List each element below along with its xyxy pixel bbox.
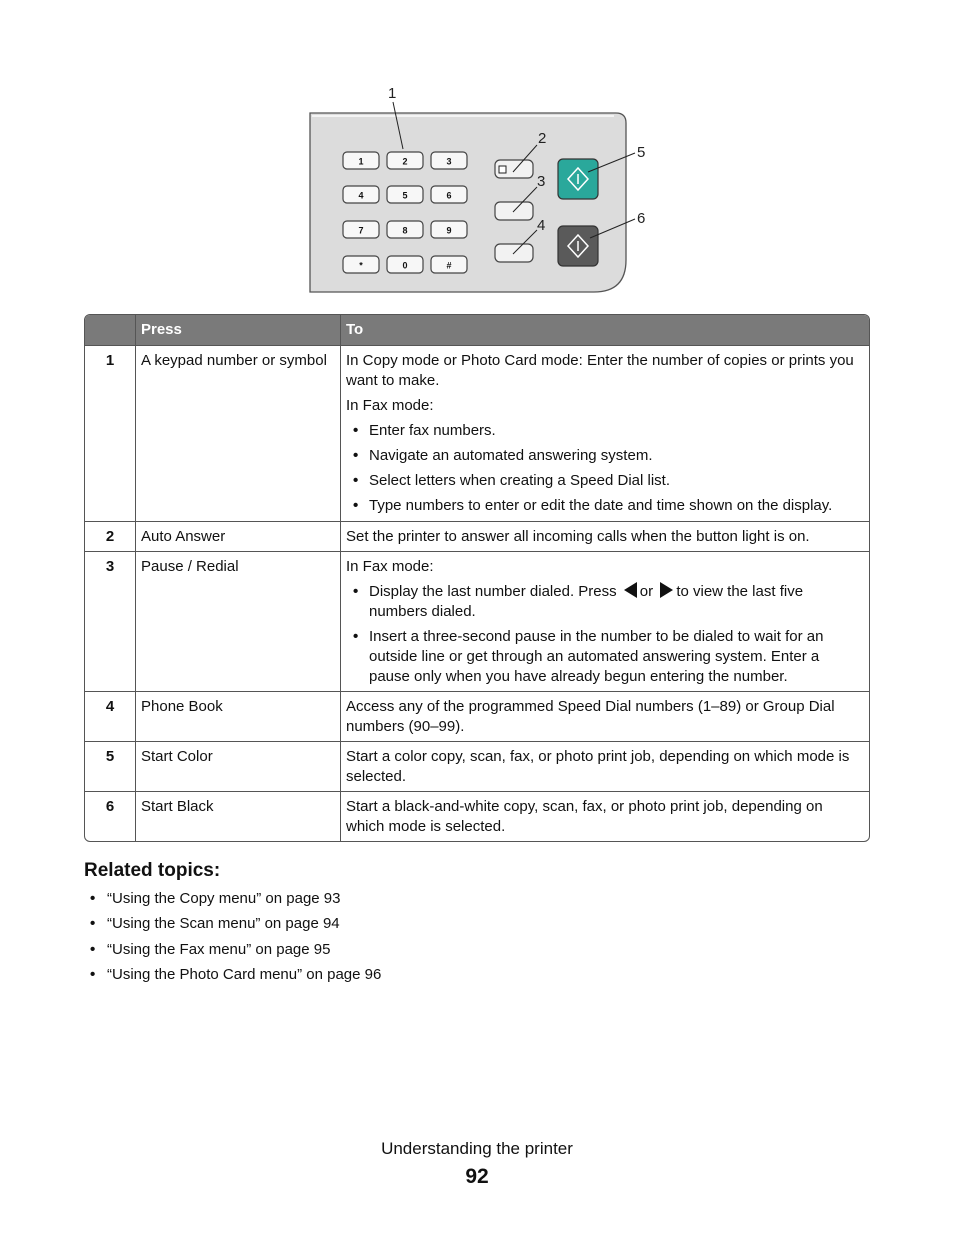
table-row	[85, 791, 869, 841]
list-item: • Insert a three-second pause in the number to be dialed to wait for an outside line or get through an automated answering system. Enter a pause only when you have already begun entering the number.	[346, 627, 864, 687]
keypad-key-label: 2	[402, 156, 408, 167]
row-number: 3	[85, 551, 135, 691]
header-to: To	[340, 315, 869, 346]
keypad-key-label: 7	[358, 225, 364, 236]
auto-answer-light-icon	[499, 166, 506, 173]
row-description: In Fax mode:	[346, 558, 434, 575]
header-number	[85, 315, 135, 346]
bullet-text: or	[639, 583, 654, 600]
row-press: Phone Book	[135, 691, 340, 741]
related-topics-list	[84, 889, 381, 990]
row-press: Auto Answer	[135, 521, 340, 551]
row-number: 5	[85, 741, 135, 791]
row-to	[340, 551, 869, 691]
row-press: Start Black	[135, 791, 340, 841]
callout-5: 5	[637, 144, 646, 161]
callout-2: 2	[538, 130, 547, 147]
list-item	[346, 582, 864, 622]
related-topics-heading: Related topics:	[84, 860, 221, 881]
button-function-table	[84, 314, 870, 842]
list-item: • Enter fax numbers.	[346, 421, 864, 441]
keypad-key-label: 8	[402, 225, 408, 236]
keypad-key-label: #	[446, 260, 452, 271]
header-press: Press	[135, 315, 340, 346]
keypad-key-label: 6	[446, 190, 452, 201]
row-number: 6	[85, 791, 135, 841]
related-topic-link[interactable]: • “Using the Scan menu” on page 94	[84, 914, 381, 939]
row-to	[340, 346, 869, 521]
related-topic-link[interactable]: • “Using the Photo Card menu” on page 96	[84, 965, 381, 990]
page-number: 92	[465, 1165, 489, 1188]
keypad-key-label: 1	[358, 156, 364, 167]
row-to: Access any of the programmed Speed Dial numbers (1–89) or Group Dial numbers (90–99).	[340, 691, 869, 741]
related-topic-link[interactable]: • “Using the Copy menu” on page 93	[84, 889, 381, 914]
row-number: 4	[85, 691, 135, 741]
keypad-key-label: *	[359, 260, 363, 271]
row-press: Pause / Redial	[135, 551, 340, 691]
keypad-key-label: 3	[446, 156, 452, 167]
row-to: Start a black-and-white copy, scan, fax, or photo print job, depending on which mode is selected.	[340, 791, 869, 841]
row-bullet-list	[346, 582, 864, 687]
keypad-key-label: 4	[358, 190, 364, 201]
table-row	[85, 741, 869, 791]
row-description: In Copy mode or Photo Card mode: Enter the number of copies or prints you want to make.	[346, 352, 854, 389]
right-arrow-icon	[660, 582, 673, 598]
left-arrow-icon	[624, 582, 637, 598]
row-bullet-list	[346, 421, 864, 516]
row-number: 2	[85, 521, 135, 551]
table-header-row	[85, 315, 869, 346]
table-row	[85, 346, 869, 521]
bullet-text: to view the last five numbers dialed.	[369, 583, 804, 620]
keypad-key-label: 0	[402, 260, 408, 271]
list-item: • Navigate an automated answering system.	[346, 446, 864, 466]
keypad-key-label: 5	[402, 190, 408, 201]
callout-6: 6	[637, 210, 646, 227]
footer-section-title: Understanding the printer	[381, 1139, 573, 1158]
list-item: • Type numbers to enter or edit the date and time shown on the display.	[346, 496, 864, 516]
callout-4: 4	[537, 217, 546, 234]
control-panel-illustration	[300, 78, 660, 298]
row-press: Start Color	[135, 741, 340, 791]
row-number: 1	[105, 352, 115, 369]
bullet-text: Display the last number dialed. Press	[369, 583, 617, 600]
row-description: In Fax mode:	[346, 397, 434, 414]
related-topic-link[interactable]: • “Using the Fax menu” on page 95	[84, 940, 381, 965]
row-to: Set the printer to answer all incoming calls when the button light is on.	[340, 521, 869, 551]
row-press: A keypad number or symbol	[135, 346, 340, 521]
table-row	[85, 521, 869, 551]
row-to: Start a color copy, scan, fax, or photo print job, depending on which mode is selected.	[340, 741, 869, 791]
table-row	[85, 691, 869, 741]
table-row	[85, 551, 869, 691]
keypad-key-label: 9	[446, 225, 452, 236]
callout-1: 1	[388, 85, 397, 102]
list-item: • Select letters when creating a Speed Dial list.	[346, 471, 864, 491]
callout-3: 3	[537, 173, 546, 190]
